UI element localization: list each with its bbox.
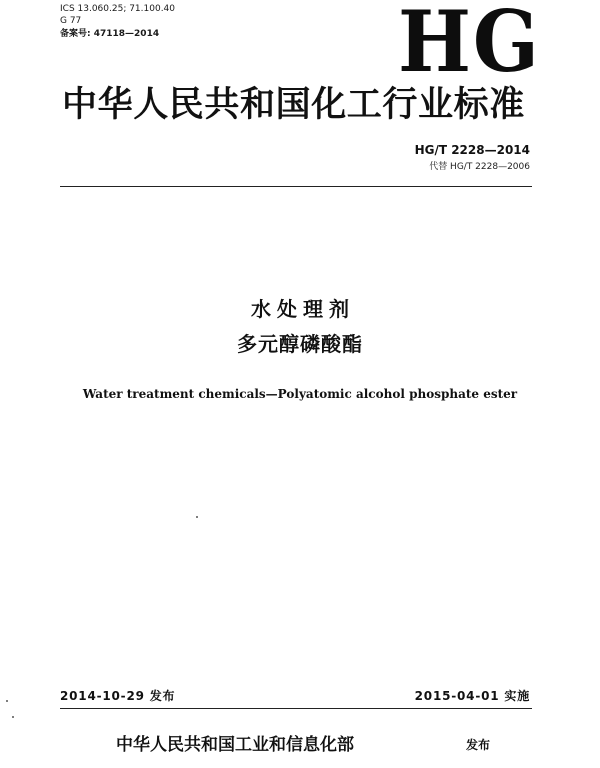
implementation-date: 2015-04-01 实施	[414, 689, 530, 703]
record-number: 备案号: 47118—2014	[60, 29, 160, 39]
scan-speck	[12, 716, 14, 718]
standard-code: HG/T 2228—2014	[414, 143, 530, 157]
classification-code: G 77	[60, 16, 82, 26]
document-title-line-1: 水处理剂	[251, 297, 355, 321]
replaced-standard: 代替 HG/T 2228—2006	[429, 162, 530, 172]
standard-type-title: 中华人民共和国化工行业标准	[62, 85, 525, 125]
issuing-authority: 中华人民共和国工业和信息化部	[116, 735, 354, 755]
issuing-verb: 发布	[466, 738, 491, 752]
bottom-divider	[60, 708, 532, 709]
issue-date: 2014-10-29 发布	[60, 689, 176, 703]
document-title-english: Water treatment chemicals—Polyatomic alcohol phosphate ester	[82, 387, 518, 401]
scan-speck	[196, 516, 198, 518]
hg-logo: HG	[398, 0, 541, 91]
top-divider	[60, 186, 532, 187]
ics-code: ICS 13.060.25; 71.100.40	[60, 4, 176, 14]
scan-speck	[6, 700, 8, 702]
document-title-line-2: 多元醇磷酸酯	[237, 332, 363, 356]
